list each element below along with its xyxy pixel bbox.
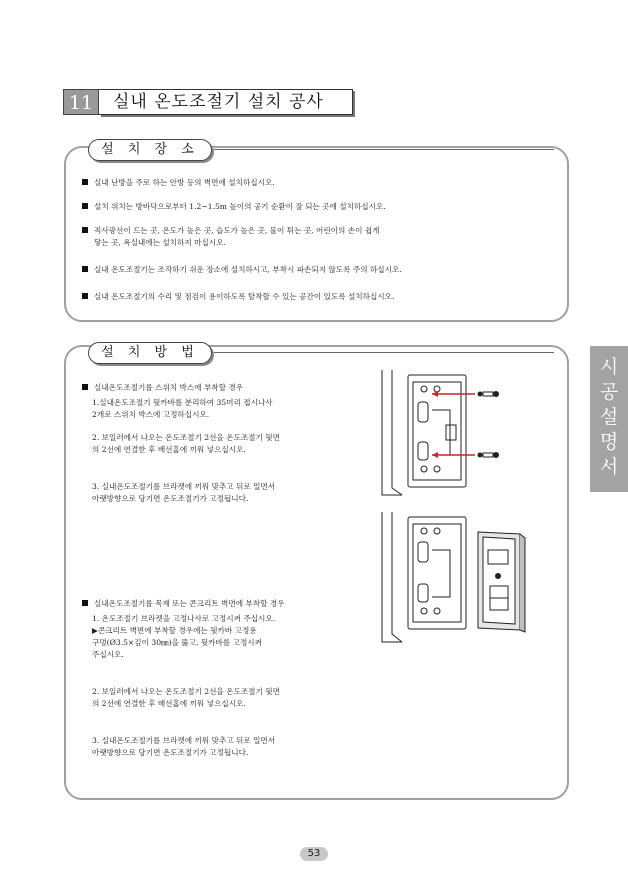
bullet-square-icon — [82, 293, 88, 299]
wall-step-1-note-end: 주십시오. — [92, 650, 124, 659]
side-chapter-tab — [590, 346, 628, 492]
location-bullet-3-cont: 닿는 곳, 욕실내에는 설치하지 마십시오. — [94, 238, 226, 247]
switchbox-step-2-cont: 의 2선에 연결한 후 배선홈에 끼워 넣으십시오. — [92, 445, 246, 454]
switchbox-title: 실내온도조절기를 스위치 박스에 부착할 경우 — [82, 382, 243, 394]
bullet-square-icon — [82, 227, 88, 233]
switchbox-illustration — [380, 370, 510, 500]
side-tab-char: 공 — [599, 381, 619, 403]
location-bullet-1: 실내 난방을 주로 하는 안방 등의 벽면에 설치하십시오. — [82, 177, 275, 189]
section-title-text: 실내 온도조절기 설치 공사 — [113, 92, 324, 112]
wall-step-2-cont: 의 2선에 연결한 후 배선홈에 끼워 넣으십시오. — [92, 699, 246, 708]
switchbox-step-1: 1.실내온도조절기 뒷카바를 분리하여 35머리 접시나사 — [92, 398, 273, 407]
side-tab-char: 명 — [599, 431, 619, 453]
location-heading: 설 치 장 소 — [88, 139, 212, 161]
switchbox-step-1-cont: 2개로 스위치 박스에 고정하십시오. — [92, 410, 210, 419]
wall-title: 실내온도조절기를 목재 또는 콘크리트 벽면에 부착할 경우 — [82, 598, 285, 610]
bullet-square-icon — [82, 203, 88, 209]
thermostat-back-cover — [478, 532, 525, 632]
side-tab-char: 서 — [599, 456, 619, 478]
method-heading-rule — [214, 352, 554, 353]
wall-step-2: 2. 보일러에서 나오는 온도조절기 2선을 온도조절기 뒷면 — [92, 687, 280, 696]
section-number: 11 — [63, 89, 99, 115]
switchbox-step-3: 3. 실내온도조절기를 브라켓에 끼워 맞추고 뒤로 밀면서 — [92, 482, 276, 491]
switchbox-step-3-cont: 아랫방향으로 당기면 온도조절기가 고정됩니다. — [92, 494, 249, 503]
switchbox-step-2: 2. 보일러에서 나오는 온도조절기 2선을 온도조절기 뒷면 — [92, 433, 280, 442]
location-bullet-4: 실내 온도조절기는 조작하기 쉬운 장소에 설치하시고, 부착시 파손되지 않도록 주의 하십시오. — [82, 264, 402, 276]
wall-step-3-cont: 아랫방향으로 당기면 온도조절기가 고정됩니다. — [92, 748, 249, 757]
location-bullet-2: 설치 위치는 방바닥으로부터 1.2∼1.5m 높이의 공기 순환이 잘 되는 곳에 설치하십시오. — [82, 201, 386, 213]
location-bullet-3: 직사광선이 드는 곳, 온도가 높은 곳, 습도가 높은 곳, 물이 튀는 곳, 어린이의 손이 쉽게 — [82, 225, 380, 237]
wall-step-1: 1. 온도조절기 브라켓을 고정나사로 고정시켜 주십시오. — [92, 614, 276, 623]
page-number: 53 — [300, 847, 328, 861]
bullet-square-icon — [82, 179, 88, 185]
location-heading-rule — [214, 149, 554, 150]
method-heading: 설 치 방 법 — [88, 342, 212, 364]
side-tab-char: 설 — [599, 406, 619, 428]
wall-step-1-note: ▶콘크리트 벽면에 부착할 경우에는 뒷카바 고정용 — [92, 626, 257, 635]
section-title — [63, 89, 353, 115]
wall-illustration — [380, 512, 530, 647]
wall-step-3: 3. 실내온도조절기를 브라켓에 끼워 맞추고 뒤로 밀면서 — [92, 736, 276, 745]
side-tab-char: 시 — [599, 356, 619, 378]
location-bullet-5: 실내 온도조절기의 수리 및 점검이 용이하도록 탈착할 수 있는 공간이 있도록 설치하십시오. — [82, 291, 394, 303]
bullet-square-icon — [82, 384, 88, 390]
wall-step-1-note-cont: 구멍(Ø3.5×깊이 30㎜)을 뚫고, 뒷카바를 고정시켜 — [92, 638, 262, 647]
bullet-square-icon — [82, 266, 88, 272]
bullet-square-icon — [82, 600, 88, 606]
